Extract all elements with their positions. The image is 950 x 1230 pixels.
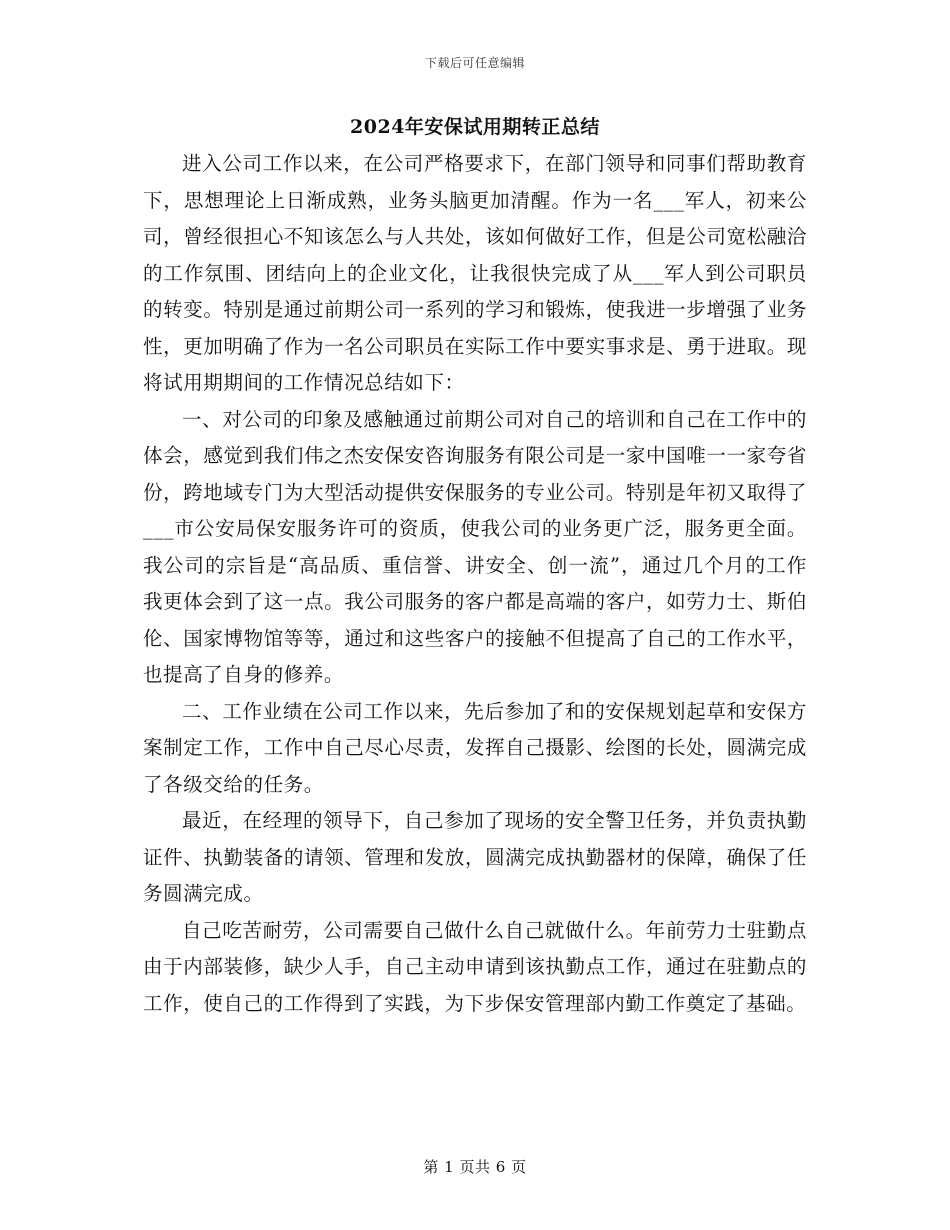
document-body xyxy=(143,146,807,1022)
paragraph: 一、对公司的印象及感触通过前期公司对自己的培训和自己在工作中的体会，感觉到我们伟之杰安保安咨询服务有限公司是一家中国唯一一家夸省份，跨地域专门为大型活动提供安保服务的专业公司。特别是年初又取得了___市公安局保安服务许可的资质，使我公司的业务更广泛，服务更全面。我公司的宗旨是“高品质、重信誉、讲安全、创一流”，通过几个月的工作我更体会到了这一点。我公司服务的客户都是高端的客户，如劳力士、斯伯伦、国家博物馆等等，通过和这些客户的接触不但提高了自己的工作水平，也提高了自身的修养。 xyxy=(143,407,807,686)
paragraph: 进入公司工作以来，在公司严格要求下，在部门领导和同事们帮助教育下，思想理论上日渐成熟，业务头脑更加清醒。作为一名___军人，初来公司，曾经很担心不知该怎么与人共处，该如何做好工作，但是公司宽松融洽的工作氛围、团结向上的企业文化，让我很快完成了从___军人到公司职员的转变。特别是通过前期公司一系列的学习和锻炼，使我进一步增强了业务性，更加明确了作为一名公司职员在实际工作中要实事求是、勇于进取。现将试用期期间的工作情况总结如下： xyxy=(143,152,807,394)
document-title: 2024年安保试用期转正总结 xyxy=(350,116,600,138)
header-note: 下载后可任意编辑 xyxy=(424,56,525,70)
paragraph: 最近，在经理的领导下，自己参加了现场的安全警卫任务，并负责执勤证件、执勤装备的请领、管理和发放，圆满完成执勤器材的保障，确保了任务圆满完成。 xyxy=(143,809,807,905)
page-number: 第 1 页共 6 页 xyxy=(423,1158,527,1176)
paragraph: 二、工作业绩在公司工作以来，先后参加了和的安保规划起草和安保方案制定工作，工作中自己尽心尽责，发挥自己摄影、绘图的长处，圆满完成了各级交给的任务。 xyxy=(143,699,807,796)
paragraph: 自己吃苦耐劳，公司需要自己做什么自己就做什么。年前劳力士驻勤点由于内部装修，缺少人手，自己主动申请到该执勤点工作，通过在驻勤点的工作，使自己的工作得到了实践，为下步保安管理部内勤工作奠定了基础。 xyxy=(143,918,807,1015)
